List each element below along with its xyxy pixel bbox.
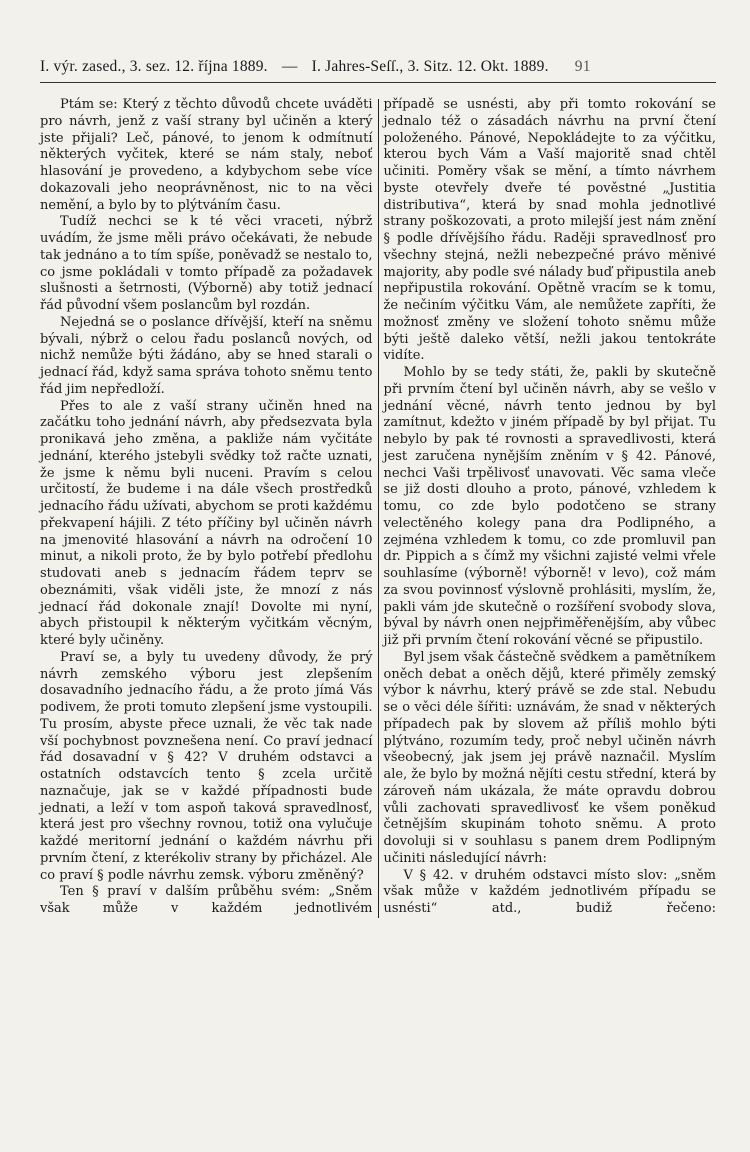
document-page xyxy=(40,58,716,918)
header-czech: I. výr. zased., 3. sez. 12. října 1889. xyxy=(40,58,268,75)
paragraph: V § 42. v druhém odstavci místo slov: „sněm však může v každém jednotlivém případu se usnésti“ atd., budiž řečeno: xyxy=(383,867,716,916)
paragraph: Byl jsem však částečně svědkem a pamětníkem oněch debat a oněch dějů, které přiměly zemský výbor k návrhu, který právě se zde stal. Nebudu se o věci déle šířiti: uznávám, že snad v některých případech pak by slovem až příliš mohlo býti plýtváno, rozumím tedy, proč nebyl učiněn návrh všeobecný, jak jsem jej právě naznačil. Myslím ale, že bylo by možná nějíti cestu střední, která by zároveň nám ukázala, že máte opravdu dobrou vůli zachovati spravedlivosť ke všem poněkud četnějším skupinám tohoto sněmu. A proto dovoluji si v souhlasu s panem drem Podlipným učiniti následující návrh: xyxy=(383,649,716,866)
paragraph: případě se usnésti, aby při tomto rokování se jednalo též o zásadách návrhu na první čtení položeného. Pánové, Nepokládejte to za výčitku, kterou bych Vám a Vaší majoritě snad chtěl učiniti. Poměry však se mění, a tímto návrhem byste otevřely dveře té pověstné „Justitia distributiva“, která by snad mohla jednotlivé strany poškozovati, a proto milejší jest nám znění § podle dřívějšího řádu. Raději spravedlnosť pro všechny stejná, nežli nebezpečné právo měnivé majority, aby podle své nálady buď připustila aneb nepřipustila rokování. Opětně vracím se k tomu, že nečiním výčitku Vám, ale nemůžete zapříti, že možnosť změny ve složení tohoto sněmu může býti ještě daleko větší, nežli jakou tentokráte vidíte. xyxy=(383,97,716,364)
left-column xyxy=(40,97,378,918)
paragraph: Tudíž nechci se k té věci vraceti, nýbrž uvádím, že jsme měli právo očekávati, že nebude tak jednáno a to tím spíše, poněvadž se nestalo to, co jsme pokládali v tomto případě za požadavek slušnosti a šetrnosti, (Výborně) aby totiž jednací řád původní všem poslancům byl rozdán. xyxy=(40,214,373,313)
paragraph: Nejedná se o poslance dřívější, kteří na sněmu bývali, nýbrž o celou řadu poslanců nových, od nichž nemůže býti žádáno, aby se hned starali o jednací řád, když sama správa tohoto sněmu tento řád jim nepředloží. xyxy=(40,314,373,397)
header-dash: — xyxy=(281,58,298,75)
right-column xyxy=(379,97,717,918)
running-header xyxy=(40,58,716,83)
paragraph: Přes to ale z vaší strany učiněn hned na začátku toho jednání návrh, aby předsezvata byla pronikavá jeho změna, a pakliže nám vyčitáte jednání, kterého jstebyli svědky tož račte uznati, že jsme k němu byli nuceni. Pravím s celou určitostí, že budeme i na dále všech prostředků jednacího řádu užívati, abychom se proti každému překvapení hájili. Z této příčiny byl učiněn návrh na jmenovité hlasování a návrh na odročení 10 minut, a nikoli proto, že by bylo potřebí předlohu studovati aneb s jednacím řádem teprv se obeznámiti, však viděli jste, že mnozí z nás jednací řád dokonale znají! Dovolte mi nyní, abych přistoupil k některým vyčitkám věcným, které byly učiněny. xyxy=(40,398,373,648)
paragraph: Praví se, a byly tu uvedeny důvody, že prý návrh zemského výboru jest zlepšením dosavadního jednacího řádu, a že proto jímá Vás podivem, že proti tomuto zlepšení jsme vystoupili. Tu prosím, abyste přece uznali, že věc tak nade vší pochybnost povznešena není. Co praví jednací řád dosavadní v § 42? V druhém odstavci a ostatních odstavcích tento § zcela určitě naznačuje, jak se v každé případnosti bude jednati, a leží v tom aspoň taková spravedlnosť, která jest pro všechny rovnou, totiž ona vylučuje každé meritorní jednání o každém návrhu při prvním čtení, z kterékoliv strany by přicházel. Ale co praví § podle návrhu zemsk. výboru změněný? xyxy=(40,649,373,883)
paragraph: Ptám se: Který z těchto důvodů chcete uváděti pro návrh, jenž z vaší strany byl učiněn a který jste přijali? Leč, pánové, to jenom k odmítnutí některých vyčitek, které se nám staly, neboť hlasování je provedeno, a kdybychom sebe více dokazovali jeho neoprávněnost, nic to na věci nemění, a bylo by to plýtváním času. xyxy=(40,97,373,213)
paragraph: Ten § praví v dalším průběhu svém: „Sněm však může v každém jednotlivém xyxy=(40,884,373,916)
header-german: I. Jahres-Seſſ., 3. Sitz. 12. Okt. 1889. xyxy=(311,58,549,75)
page-number: 91 xyxy=(574,58,591,75)
two-column-body xyxy=(40,97,716,918)
paragraph: Mohlo by se tedy státi, že, pakli by skutečně při prvním čtení byl učiněn návrh, aby se vešlo v jednání věcné, návrh tento jednou by byl zamítnut, kdežto v jiném případě by byl přijat. Tu nebylo by pak té rovnosti a spravedlivosti, která jest zaručena nynějším zněním v § 42. Pánové, nechci Vaši trpělivosť unavovati. Věc sama vleče se již dosti dlouho a proto, pánové, vzhledem k tomu, co zde bylo podotčeno se strany velectěného kolegy pana dra Podlipného, a zejména vzhledem k tomu, co zde promluvil pan dr. Pippich a s čímž my všichni zajisté velmi vřele souhlasíme (výborně! výborně! v levo), což mám za svou povinnosť výslovně prohlásiti, myslím, že, pakli vám jde skutečně o rozšíření svobody slova, býval by návrh onen nejpřiměřenějším, aby vůbec již při prvním čtení rokování věcné se připustilo. xyxy=(383,365,716,648)
